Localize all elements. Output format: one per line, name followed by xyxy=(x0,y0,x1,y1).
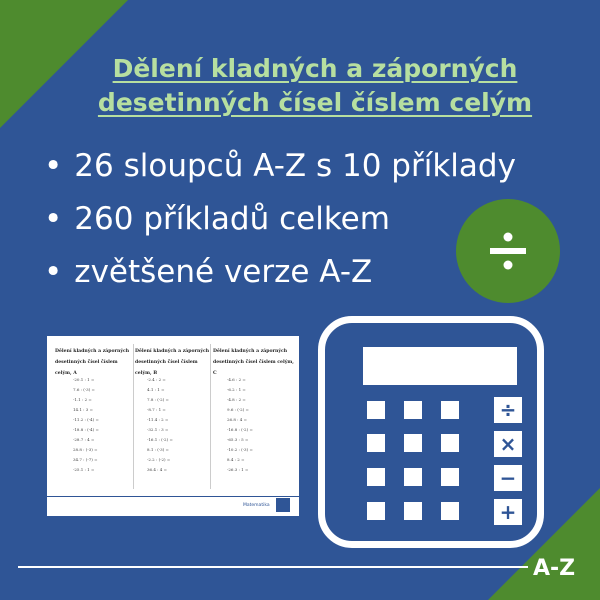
preview-example: -2.4 : 2 = xyxy=(147,377,166,382)
preview-example: -2.2 : (-2) = xyxy=(147,457,171,462)
preview-example: -16.8 : (-2) = xyxy=(227,427,253,432)
preview-example: 34.7 : (-7) = xyxy=(73,457,98,462)
preview-column-c xyxy=(213,336,295,494)
calculator-key xyxy=(441,434,459,452)
preview-example: -28.7 : 4 = xyxy=(73,437,95,442)
preview-example: -8.7 : 1 = xyxy=(147,407,166,412)
preview-example: -4.8 : 2 = xyxy=(227,397,246,402)
preview-example: -20.1 : 1 = xyxy=(73,377,95,382)
preview-example: 26.8 : 4 = xyxy=(227,417,247,422)
preview-column-b xyxy=(135,336,213,494)
preview-example: -1.1 : 2 = xyxy=(73,397,92,402)
preview-example: 7.6 : (-3) = xyxy=(73,387,95,392)
plus-key-icon: + xyxy=(494,499,522,525)
calculator-key xyxy=(367,502,385,520)
preview-example: 8.4 : 2 = xyxy=(227,457,245,462)
preview-column-a xyxy=(55,336,133,494)
preview-example: -32.1 : 3 = xyxy=(147,427,169,432)
feature-item-columns: • 26 sloupců A-Z s 10 příklady xyxy=(44,140,516,193)
preview-example: 8.1 : (-3) = xyxy=(147,447,169,452)
preview-example: -6.2 : 1 = xyxy=(227,387,246,392)
preview-example: 14.1 : 3 = xyxy=(73,407,93,412)
calculator-key xyxy=(367,434,385,452)
calculator-key xyxy=(404,434,422,452)
title-line-1: Dělení kladných a záporných xyxy=(112,54,518,83)
preview-divider xyxy=(133,344,134,489)
divide-key-icon: ÷ xyxy=(494,397,522,423)
preview-divider xyxy=(210,344,211,489)
worksheet-preview xyxy=(47,336,299,516)
calculator-key xyxy=(367,468,385,486)
calculator-screen xyxy=(363,347,517,385)
division-badge xyxy=(456,199,560,303)
preview-title-a-line1: Dělení kladných a záporných xyxy=(55,349,130,354)
preview-calculator-icon xyxy=(276,498,290,512)
preview-title-b-line1: Dělení kladných a záporných xyxy=(135,349,210,354)
preview-title-a-line2: desetinných čísel číslem celým, A xyxy=(55,360,118,376)
preview-title-c-line1: Dělení kladných a záporných xyxy=(213,349,288,354)
preview-example: -18.8 : (-4) = xyxy=(73,427,99,432)
preview-example: 28.8 : (-3) = xyxy=(73,447,98,452)
feature-list xyxy=(44,140,516,299)
preview-example: -16.1 : (-2) = xyxy=(147,437,173,442)
preview-footer-line xyxy=(47,496,299,497)
calculator-key xyxy=(441,468,459,486)
feature-item-total: • 260 příkladů celkem xyxy=(44,193,516,246)
calculator-key xyxy=(404,401,422,419)
calculator-key xyxy=(367,401,385,419)
page-title xyxy=(70,52,560,120)
az-badge: A-Z xyxy=(533,556,576,581)
calculator-key xyxy=(404,502,422,520)
preview-example: 9.6 : (-2) = xyxy=(227,407,249,412)
calculator-key xyxy=(441,401,459,419)
preview-example: -11.4 : 2 = xyxy=(147,417,169,422)
preview-example: 36.4 : 4 = xyxy=(147,467,167,472)
bottom-divider xyxy=(18,566,528,568)
title-line-2: desetinných čísel číslem celým xyxy=(97,88,533,117)
feature-item-versions: • zvětšené verze A-Z xyxy=(44,246,516,299)
preview-example: -11.2 : (-4) = xyxy=(73,417,99,422)
preview-example: -26.3 : 1 = xyxy=(227,467,249,472)
calculator-key xyxy=(441,502,459,520)
preview-footer-label: Matematika xyxy=(243,503,270,508)
calculator-key xyxy=(404,468,422,486)
preview-example: 7.8 : (-2) = xyxy=(147,397,169,402)
preview-example: -4.6 : 2 = xyxy=(227,377,246,382)
preview-example: -10.2 : (-3) = xyxy=(227,447,253,452)
preview-title-b-line2: desetinných čísel číslem celým, B xyxy=(135,360,198,376)
preview-title-c-line2: desetinných čísel číslem celým, C xyxy=(213,360,294,376)
preview-example: -65.3 : 5 = xyxy=(227,437,249,442)
minus-key-icon: − xyxy=(494,465,522,491)
multiply-key-icon: × xyxy=(494,431,522,457)
preview-example: 4.1 : 1 = xyxy=(147,387,165,392)
preview-example: -25.1 : 1 = xyxy=(73,467,95,472)
division-icon xyxy=(456,199,560,303)
